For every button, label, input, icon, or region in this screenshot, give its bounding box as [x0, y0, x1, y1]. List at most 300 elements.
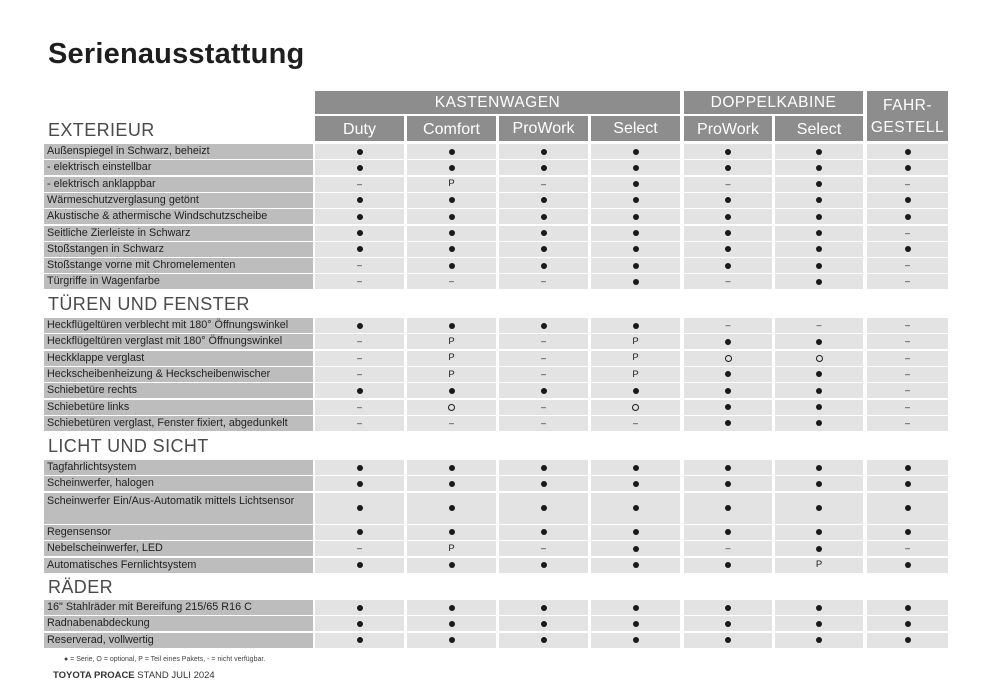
standard-dot-cell	[315, 460, 404, 475]
filled-dot-icon	[541, 263, 547, 269]
unavailable-cell	[499, 416, 588, 431]
row-label: Türgriffe in Wagenfarbe	[44, 274, 313, 289]
filled-dot-icon	[816, 263, 822, 269]
table-row	[0, 258, 990, 273]
package-marker: P	[448, 368, 455, 380]
standard-dot-cell	[591, 558, 680, 573]
package-marker: P	[448, 336, 455, 348]
standard-dot-cell	[407, 258, 496, 273]
row-label: Radnabenabdeckung	[44, 616, 313, 631]
open-circle-icon	[725, 355, 732, 362]
standard-dot-cell	[315, 633, 404, 648]
dash-marker: –	[725, 543, 731, 554]
filled-dot-icon	[449, 197, 455, 203]
unavailable-cell	[407, 274, 496, 289]
dash-marker: –	[904, 320, 910, 330]
filled-dot-icon	[816, 214, 822, 220]
standard-dot-cell	[775, 177, 863, 192]
standard-dot-cell	[775, 258, 863, 273]
standard-dot-cell	[684, 242, 772, 257]
standard-dot-cell	[499, 558, 588, 573]
standard-dot-cell	[684, 160, 772, 175]
filled-dot-icon	[905, 481, 911, 487]
filled-dot-icon	[725, 621, 731, 627]
unavailable-cell	[867, 226, 948, 241]
unavailable-cell	[867, 541, 948, 556]
standard-dot-cell	[315, 160, 404, 175]
standard-dot-cell	[499, 460, 588, 475]
optional-cell	[775, 351, 863, 366]
standard-dot-cell	[775, 600, 863, 615]
filled-dot-icon	[905, 637, 911, 643]
filled-dot-icon	[357, 621, 363, 627]
standard-dot-cell	[315, 558, 404, 573]
standard-dot-cell	[591, 226, 680, 241]
filled-dot-icon	[633, 197, 639, 203]
row-label: Stoßstangen in Schwarz	[44, 242, 313, 257]
standard-dot-cell	[407, 383, 496, 398]
dash-marker: –	[540, 178, 546, 189]
filled-dot-icon	[449, 465, 455, 471]
standard-dot-cell	[591, 274, 680, 289]
unavailable-cell	[315, 274, 404, 289]
row-label: Wärmeschutzverglasung getönt	[44, 193, 313, 208]
dash-marker: –	[904, 336, 910, 347]
filled-dot-icon	[541, 165, 547, 171]
dash-marker: –	[725, 320, 731, 330]
unavailable-cell	[315, 416, 404, 431]
standard-dot-cell	[407, 525, 496, 540]
filled-dot-icon	[449, 481, 455, 487]
standard-dot-cell	[407, 493, 496, 524]
standard-dot-cell	[775, 226, 863, 241]
unavailable-cell	[867, 400, 948, 415]
table-row	[0, 600, 990, 615]
filled-dot-icon	[357, 246, 363, 252]
filled-dot-icon	[541, 388, 547, 394]
unavailable-cell	[867, 274, 948, 289]
standard-dot-cell	[684, 367, 772, 382]
standard-dot-cell	[407, 633, 496, 648]
unavailable-cell	[315, 541, 404, 556]
section-title: EXTERIEUR	[48, 120, 155, 140]
standard-dot-cell	[407, 144, 496, 159]
filled-dot-icon	[816, 165, 822, 171]
dash-marker: –	[356, 260, 362, 271]
row-label: - elektrisch anklappbar	[44, 177, 313, 192]
standard-dot-cell	[591, 318, 680, 333]
filled-dot-icon	[816, 481, 822, 487]
filled-dot-icon	[633, 149, 639, 155]
row-label: Heckscheibenheizung & Heckscheibenwischer	[44, 367, 313, 382]
table-row	[0, 416, 990, 431]
dash-marker: –	[356, 336, 362, 347]
package-marker: P	[448, 352, 455, 364]
filled-dot-icon	[633, 279, 639, 285]
unavailable-cell	[867, 318, 948, 333]
filled-dot-icon	[357, 323, 363, 329]
filled-dot-icon	[816, 279, 822, 285]
standard-dot-cell	[407, 616, 496, 631]
standard-dot-cell	[867, 160, 948, 175]
standard-dot-cell	[591, 258, 680, 273]
row-label: Scheinwerfer, halogen	[44, 476, 313, 491]
row-label: Akustische & athermische Windschutzscheibe	[44, 209, 313, 224]
standard-dot-cell	[684, 416, 772, 431]
standard-dot-cell	[867, 633, 948, 648]
filled-dot-icon	[725, 388, 731, 394]
footer-brand: TOYOTA PROACE	[53, 670, 135, 681]
footer	[53, 670, 215, 681]
filled-dot-icon	[357, 529, 363, 535]
standard-dot-cell	[407, 558, 496, 573]
unavailable-cell	[499, 177, 588, 192]
standard-dot-cell	[315, 383, 404, 398]
filled-dot-icon	[357, 465, 363, 471]
standard-dot-cell	[775, 616, 863, 631]
package-cell	[591, 367, 680, 382]
standard-dot-cell	[775, 633, 863, 648]
filled-dot-icon	[725, 562, 731, 568]
standard-dot-cell	[499, 193, 588, 208]
row-label: Scheinwerfer Ein/Aus-Automatik mittels Lichtsensor	[44, 493, 313, 524]
standard-dot-cell	[684, 460, 772, 475]
filled-dot-icon	[541, 230, 547, 236]
row-label: Heckflügeltüren verblecht mit 180° Öffnungswinkel	[44, 318, 313, 333]
filled-dot-icon	[449, 165, 455, 171]
unavailable-cell	[315, 258, 404, 273]
standard-dot-cell	[591, 209, 680, 224]
filled-dot-icon	[633, 323, 639, 329]
unavailable-cell	[499, 400, 588, 415]
open-circle-icon	[816, 355, 823, 362]
dash-marker: –	[904, 352, 910, 363]
standard-dot-cell	[499, 600, 588, 615]
dash-marker: –	[356, 276, 362, 287]
filled-dot-icon	[816, 371, 822, 377]
unavailable-cell	[315, 367, 404, 382]
filled-dot-icon	[541, 149, 547, 155]
filled-dot-icon	[357, 197, 363, 203]
unavailable-cell	[867, 367, 948, 382]
package-cell	[407, 334, 496, 349]
filled-dot-icon	[633, 165, 639, 171]
standard-dot-cell	[775, 209, 863, 224]
table-row	[0, 493, 990, 524]
filled-dot-icon	[357, 562, 363, 568]
filled-dot-icon	[449, 323, 455, 329]
filled-dot-icon	[449, 637, 455, 643]
table-row	[0, 367, 990, 382]
package-cell	[775, 558, 863, 573]
filled-dot-icon	[633, 505, 639, 511]
standard-dot-cell	[684, 558, 772, 573]
filled-dot-icon	[725, 214, 731, 220]
filled-dot-icon	[541, 214, 547, 220]
filled-dot-icon	[905, 621, 911, 627]
filled-dot-icon	[541, 481, 547, 487]
standard-dot-cell	[684, 209, 772, 224]
table-row	[0, 274, 990, 289]
standard-dot-cell	[775, 242, 863, 257]
table-row	[0, 177, 990, 192]
filled-dot-icon	[725, 149, 731, 155]
filled-dot-icon	[357, 481, 363, 487]
filled-dot-icon	[816, 605, 822, 611]
filled-dot-icon	[816, 181, 822, 187]
filled-dot-icon	[541, 465, 547, 471]
standard-dot-cell	[867, 144, 948, 159]
filled-dot-icon	[449, 562, 455, 568]
legend: ● = Serie, O = optional, P = Teil eines Pakets, - = nicht verfügbar.	[64, 656, 266, 663]
standard-dot-cell	[499, 144, 588, 159]
filled-dot-icon	[541, 197, 547, 203]
filled-dot-icon	[357, 230, 363, 236]
filled-dot-icon	[816, 637, 822, 643]
table-row	[0, 160, 990, 175]
unavailable-cell	[499, 274, 588, 289]
dash-marker: –	[540, 417, 546, 428]
standard-dot-cell	[499, 493, 588, 524]
standard-dot-cell	[407, 209, 496, 224]
standard-dot-cell	[407, 226, 496, 241]
dash-marker: –	[725, 276, 731, 287]
package-marker: P	[632, 352, 639, 364]
filled-dot-icon	[449, 230, 455, 236]
unavailable-cell	[315, 400, 404, 415]
standard-dot-cell	[775, 383, 863, 398]
standard-dot-cell	[591, 493, 680, 524]
unavailable-cell	[499, 367, 588, 382]
filled-dot-icon	[633, 529, 639, 535]
standard-dot-cell	[407, 160, 496, 175]
dash-marker: –	[448, 417, 454, 428]
dash-marker: –	[540, 352, 546, 363]
standard-dot-cell	[407, 193, 496, 208]
variant-header-duty: Duty	[315, 116, 404, 141]
standard-dot-cell	[775, 416, 863, 431]
standard-dot-cell	[499, 242, 588, 257]
unavailable-cell	[867, 416, 948, 431]
filled-dot-icon	[357, 505, 363, 511]
filled-dot-icon	[725, 197, 731, 203]
package-marker: P	[632, 336, 639, 348]
standard-dot-cell	[867, 600, 948, 615]
standard-dot-cell	[499, 476, 588, 491]
standard-dot-cell	[775, 541, 863, 556]
standard-dot-cell	[499, 160, 588, 175]
filled-dot-icon	[541, 562, 547, 568]
standard-dot-cell	[775, 493, 863, 524]
standard-dot-cell	[499, 318, 588, 333]
standard-dot-cell	[684, 226, 772, 241]
table-row	[0, 351, 990, 366]
group-header-doppelkabine: DOPPELKABINE	[684, 91, 863, 114]
dash-marker: –	[904, 260, 910, 271]
filled-dot-icon	[633, 605, 639, 611]
table-row	[0, 383, 990, 398]
dash-marker: –	[540, 401, 546, 412]
filled-dot-icon	[725, 637, 731, 643]
unavailable-cell	[775, 318, 863, 333]
variant-header-doka-prowork: ProWork	[684, 116, 772, 141]
filled-dot-icon	[633, 388, 639, 394]
standard-dot-cell	[684, 400, 772, 415]
dash-marker: –	[904, 543, 910, 554]
filled-dot-icon	[905, 165, 911, 171]
unavailable-cell	[499, 351, 588, 366]
filled-dot-icon	[449, 246, 455, 252]
filled-dot-icon	[633, 214, 639, 220]
standard-dot-cell	[591, 160, 680, 175]
table-row	[0, 334, 990, 349]
table-row	[0, 525, 990, 540]
filled-dot-icon	[816, 465, 822, 471]
group-header-fahrgestell: FAHR- GESTELL	[867, 91, 948, 141]
package-cell	[591, 334, 680, 349]
filled-dot-icon	[725, 230, 731, 236]
dash-marker: –	[540, 368, 546, 379]
standard-dot-cell	[775, 160, 863, 175]
table-row	[0, 400, 990, 415]
optional-cell	[407, 400, 496, 415]
filled-dot-icon	[816, 529, 822, 535]
filled-dot-icon	[905, 562, 911, 568]
dash-marker: –	[904, 385, 910, 396]
dash-marker: –	[904, 276, 910, 287]
standard-dot-cell	[315, 600, 404, 615]
standard-dot-cell	[684, 383, 772, 398]
row-label: Schiebetüren verglast, Fenster fixiert, abgedunkelt	[44, 416, 313, 431]
standard-dot-cell	[407, 460, 496, 475]
row-label: Reserverad, vollwertig	[44, 633, 313, 648]
standard-dot-cell	[867, 525, 948, 540]
standard-dot-cell	[684, 633, 772, 648]
standard-dot-cell	[684, 600, 772, 615]
filled-dot-icon	[725, 165, 731, 171]
standard-dot-cell	[684, 258, 772, 273]
standard-dot-cell	[867, 558, 948, 573]
table-row	[0, 616, 990, 631]
unavailable-cell	[867, 351, 948, 366]
standard-dot-cell	[499, 209, 588, 224]
standard-dot-cell	[315, 193, 404, 208]
table-row	[0, 193, 990, 208]
standard-dot-cell	[499, 258, 588, 273]
row-label: Schiebetüre links	[44, 400, 313, 415]
filled-dot-icon	[541, 246, 547, 252]
section-title: RÄDER	[48, 577, 114, 597]
section-title: TÜREN UND FENSTER	[48, 294, 250, 314]
filled-dot-icon	[357, 388, 363, 394]
dash-marker: –	[356, 368, 362, 379]
dash-marker: –	[540, 543, 546, 554]
standard-dot-cell	[315, 209, 404, 224]
standard-dot-cell	[591, 616, 680, 631]
standard-dot-cell	[591, 541, 680, 556]
filled-dot-icon	[541, 605, 547, 611]
standard-dot-cell	[867, 193, 948, 208]
open-circle-icon	[632, 404, 639, 411]
standard-dot-cell	[775, 400, 863, 415]
standard-dot-cell	[407, 242, 496, 257]
filled-dot-icon	[541, 637, 547, 643]
standard-dot-cell	[315, 525, 404, 540]
standard-dot-cell	[407, 318, 496, 333]
unavailable-cell	[684, 274, 772, 289]
filled-dot-icon	[449, 505, 455, 511]
standard-dot-cell	[775, 460, 863, 475]
row-label: Schiebetüre rechts	[44, 383, 313, 398]
unavailable-cell	[407, 416, 496, 431]
unavailable-cell	[867, 177, 948, 192]
standard-dot-cell	[315, 226, 404, 241]
filled-dot-icon	[905, 529, 911, 535]
standard-dot-cell	[684, 616, 772, 631]
standard-dot-cell	[407, 476, 496, 491]
filled-dot-icon	[816, 404, 822, 410]
standard-dot-cell	[867, 460, 948, 475]
standard-dot-cell	[315, 144, 404, 159]
open-circle-icon	[448, 404, 455, 411]
standard-dot-cell	[499, 633, 588, 648]
row-label: - elektrisch einstellbar	[44, 160, 313, 175]
standard-dot-cell	[684, 144, 772, 159]
page-title: Serienausstattung	[48, 38, 305, 70]
row-label: Regensensor	[44, 525, 313, 540]
filled-dot-icon	[633, 230, 639, 236]
filled-dot-icon	[357, 214, 363, 220]
standard-dot-cell	[315, 476, 404, 491]
standard-dot-cell	[775, 525, 863, 540]
standard-dot-cell	[867, 209, 948, 224]
standard-dot-cell	[315, 242, 404, 257]
filled-dot-icon	[633, 263, 639, 269]
standard-dot-cell	[591, 242, 680, 257]
unavailable-cell	[591, 416, 680, 431]
filled-dot-icon	[905, 246, 911, 252]
dash-marker: –	[448, 276, 454, 287]
filled-dot-icon	[725, 420, 731, 426]
standard-dot-cell	[591, 144, 680, 159]
filled-dot-icon	[449, 529, 455, 535]
variant-header-comfort: Comfort	[407, 116, 496, 141]
filled-dot-icon	[541, 529, 547, 535]
group-header-kastenwagen: KASTENWAGEN	[315, 91, 680, 114]
standard-dot-cell	[684, 334, 772, 349]
table-row	[0, 633, 990, 648]
filled-dot-icon	[449, 605, 455, 611]
filled-dot-icon	[357, 605, 363, 611]
footer-stand: STAND JULI 2024	[137, 670, 215, 681]
table-row	[0, 209, 990, 224]
filled-dot-icon	[633, 546, 639, 552]
unavailable-cell	[315, 351, 404, 366]
standard-dot-cell	[775, 193, 863, 208]
row-label: Stoßstange vorne mit Chromelementen	[44, 258, 313, 273]
table-row	[0, 318, 990, 333]
unavailable-cell	[867, 383, 948, 398]
table-row	[0, 558, 990, 573]
dash-marker: –	[816, 320, 822, 330]
filled-dot-icon	[816, 420, 822, 426]
filled-dot-icon	[725, 505, 731, 511]
unavailable-cell	[867, 258, 948, 273]
table-row	[0, 476, 990, 491]
row-label: Automatisches Fernlichtsystem	[44, 558, 313, 573]
filled-dot-icon	[905, 214, 911, 220]
filled-dot-icon	[633, 562, 639, 568]
